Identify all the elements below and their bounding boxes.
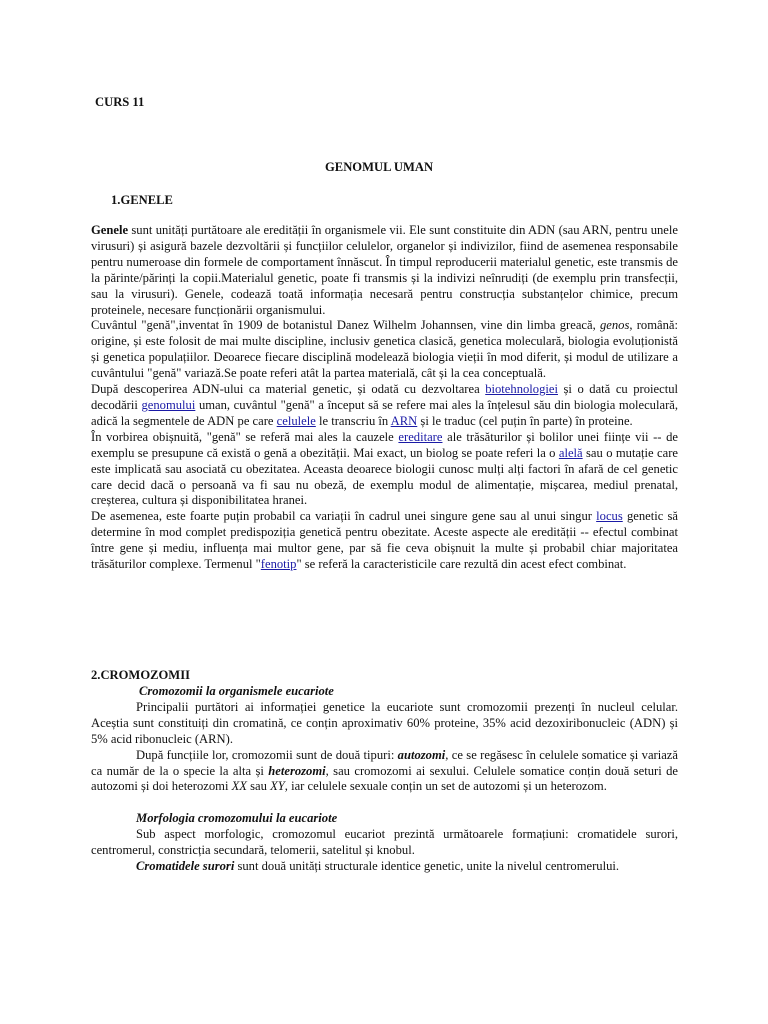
link-fenotip[interactable]: fenotip: [260, 557, 297, 572]
term-heterozomi: heterozomi: [268, 763, 326, 778]
term-cromatidele-surori: Cromatidele surori: [136, 859, 235, 874]
link-biotehnologiei[interactable]: biotehnologiei: [485, 382, 558, 397]
genes-paragraph-1: Genele sunt unități purtătoare ale eredității în organismele vii. Ele sunt constituite din ADN (sau ARN, pentru unele virusuri) și asigură bazele dezvoltării și funcțiilor celulelor, organelor și indivizilor, fiind de asemenea responsabile pentru numeroase din formele de comportament înnăscut. În timpul reproducerii materialul genetic, este transmis de la părinte/părinți la copii.Materialul genetic, poate fi transmis și la indivizi neînrudiți (de exemplu prin transfecții, sau la virusuri). Genele, codează toată informația necesară pentru construcția substanțelor chimice, precum proteinele, necesare funcționării organismului.: [91, 223, 678, 317]
section-chromosomes-body: [91, 684, 678, 875]
course-label: CURS 11: [95, 95, 145, 109]
link-genomului[interactable]: genomului: [141, 397, 196, 412]
link-alela[interactable]: alelă: [558, 445, 583, 460]
chromosomes-paragraph-1: Principalii purtători ai informației genetice la eucariote sunt cromozomii prezenți în nucleul celular. Aceștia sunt constituiți din cromatină, ce conțin aproximativ 60% proteine, 35% acid dezoxiribonucleic (ADN) și 5% acid ribonucleic (ARN).: [91, 699, 678, 746]
chromosomes-paragraph-3: Sub aspect morfologic, cromozomul eucariot prezintă următoarele formațiuni: cromatidele surori, centromerul, constricția secundară, telomerii, satelitul și knobul.: [91, 827, 678, 858]
section-genes-body: [91, 223, 678, 573]
chromosomes-paragraph-4: Cromatidele surori sunt două unități structurale identice genetic, unite la nivelul centromerului.: [136, 859, 620, 874]
link-ereditare[interactable]: ereditare: [398, 429, 443, 444]
link-locus[interactable]: locus: [596, 509, 623, 524]
section-heading-chromosomes: 2.CROMOZOMII: [91, 668, 190, 682]
genes-paragraph-4: În vorbirea obișnuită, "genă" se referă mai ales la cauzele ereditare ale trăsăturilor și bolilor unei ființe vii -- de exemplu se presupune că există o genă a obezității. Mai exact, un biolog se poate referi la o alelă sau o mutație care este implicată sau asociată cu obezitatea. Aceasta deoarece biologii cunosc mulți alți factori în afară de cel genetic care decid dacă o persoană va fi sau nu obeză, de exemplu modul de alimentație, mișcarea, mediul prenatal, creșterea, cultura și disponibilitatea hranei.: [91, 429, 679, 508]
genes-paragraph-5: De asemenea, este foarte puțin probabil ca variații în cadrul unei singure gene sau al unui singur locus genetic să determine în mod complet predispoziția genetică pentru obezitate. Aceste aspecte ale eredității -- efectul combinat între gene și mediu, influența mai multor gene, par să fie ceva obișnuit la multe și probabil chiar majoritatea trăsăturilor complexe. Termenul "fenotip" se referă la caracteristicile care rezultă din acest efect combinat.: [91, 509, 678, 572]
link-arn[interactable]: ARN: [390, 413, 418, 428]
term-autozomi: autozomi: [397, 747, 446, 762]
genes-paragraph-2: Cuvântul "genă",inventat în 1909 de botanistul Danez Wilhelm Johannsen, vine din limba greacă, genos, română: origine, și este folosit de mai multe discipline, inclusiv genetica clasică, genetica moleculară, biologia evoluționistă și genetica populațiilor. Deoarece fiecare disciplină modelează biologia vieții în mod diferit, și modul de utilizare a cuvântului "genă" variază.Se poate referi atât la partea materială, cât și la cea conceptuală.: [91, 318, 678, 381]
subheading-eukaryotic-chromosomes: Cromozomii la organismele eucariote: [139, 684, 334, 698]
subheading-chromosome-morphology: Morfologia cromozomului la eucariote: [136, 811, 338, 826]
genes-lead-term: Genele: [91, 223, 129, 237]
genes-paragraph-3: După descoperirea ADN-ului ca material genetic, și odată cu dezvoltarea biotehnologiei și o dată cu proiectul decodării genomului uman, cuvântul "genă" a început să se refere mai ales la înțelesul său din biologia moleculară, adică la segmentele de ADN pe care celulele le transcriu în ARN și le traduc (cel puțin în parte) în proteine.: [91, 382, 679, 428]
section-heading-genes: 1.GENELE: [111, 193, 173, 207]
link-celulele[interactable]: celulele: [276, 413, 316, 428]
chromosomes-paragraph-2: După funcțiile lor, cromozomii sunt de două tipuri: autozomi, ce se regăsesc în celulele somatice și variază ca număr de la o specie la alta și heterozomi, sau cromozomi ai sexului. Celulele somatice conțin două seturi de autozomi și doi heterozomi XX sau XY, iar celulele sexuale conțin un set de autozomi și un heterozom.: [91, 747, 678, 794]
document-title: GENOMUL UMAN: [325, 160, 434, 174]
